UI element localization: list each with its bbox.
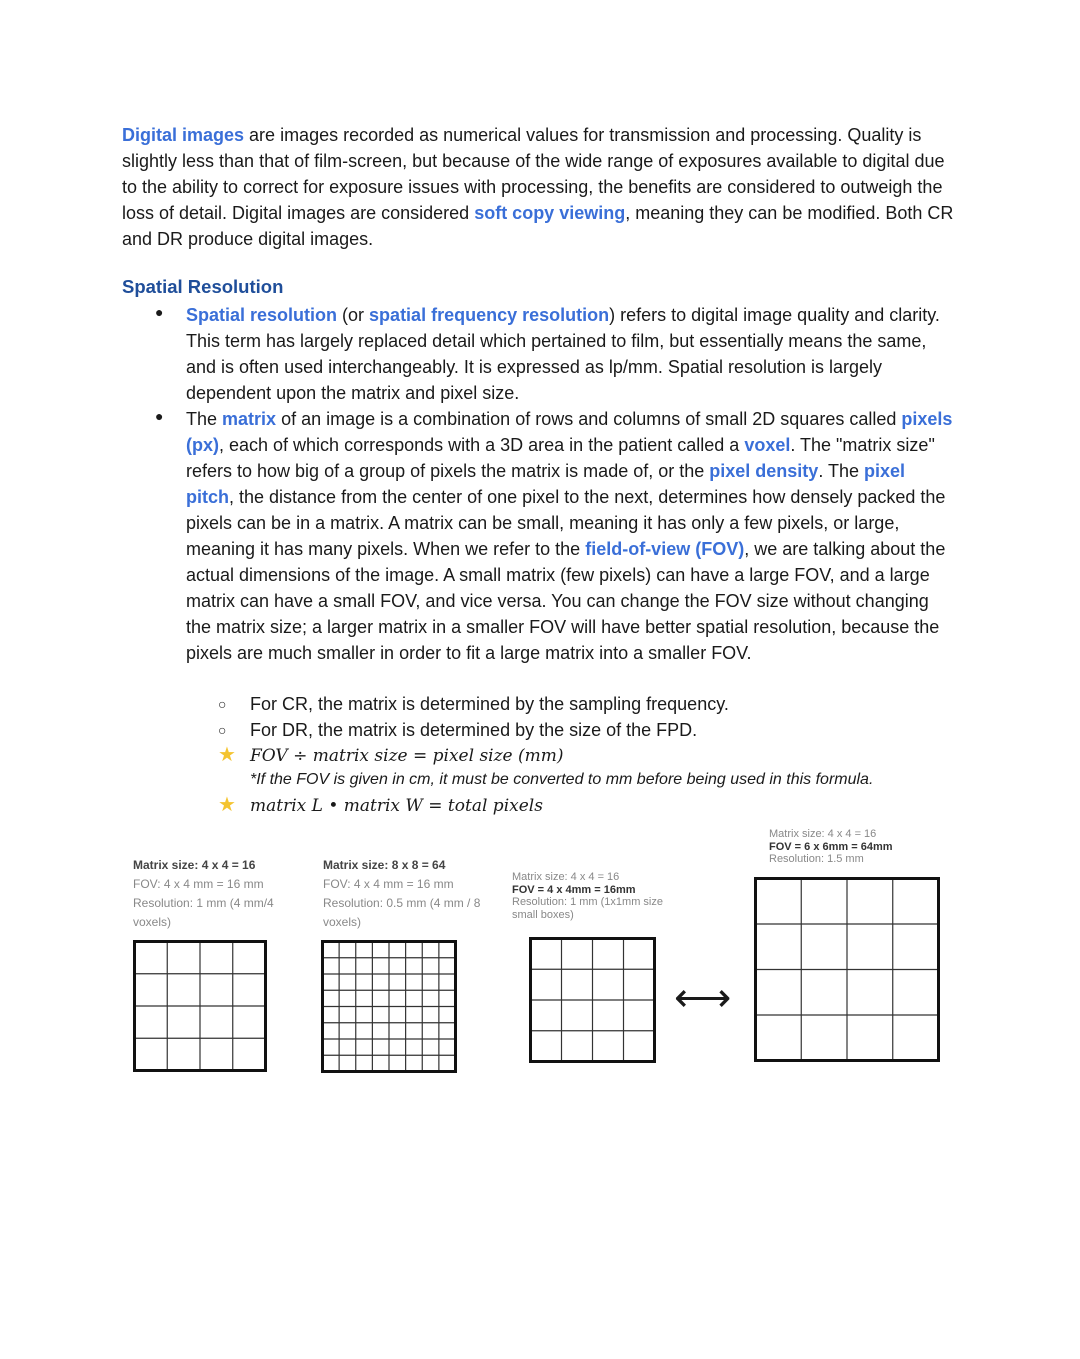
highlighted-term: Spatial resolution bbox=[186, 305, 338, 325]
section-heading: Spatial Resolution bbox=[122, 276, 284, 297]
diagram-caption: Matrix size: 4 x 4 = 16 FOV: 4 x 4 mm = 16 mm Resolution: 1 mm (4 mm/4 voxels) bbox=[133, 858, 274, 929]
highlighted-term: soft copy viewing bbox=[474, 203, 626, 223]
bullet-spatial-resolution bbox=[186, 302, 956, 406]
text-segment: , the distance from the center of one pixel to the next, determines how densely packed the pixels can be in a matrix. A matrix can be small, meaning it has only a few pixels, or large, meaning it has many pixels. When we refer to the bbox=[186, 487, 946, 559]
text-segment: . The "matrix size" refers to how big of a group of pixels the matrix is made of, or the bbox=[186, 435, 935, 481]
formula-total-pixels: matrix L • matrix W = total pixels bbox=[250, 796, 543, 816]
circle-bullet-icon: ○ bbox=[218, 696, 227, 712]
highlighted-term: voxel bbox=[744, 435, 791, 455]
highlighted-term: Digital images bbox=[122, 125, 245, 145]
formula-pixel-size: FOV ÷ matrix size = pixel size (mm) bbox=[250, 746, 564, 766]
text-segment: . The bbox=[818, 461, 865, 481]
text-segment: of an image is a combination of rows and columns of small 2D squares called bbox=[276, 409, 902, 429]
text-segment: The bbox=[186, 409, 223, 429]
diagram-caption: Matrix size: 4 x 4 = 16 FOV = 4 x 4mm = 16mm Resolution: 1 mm (1x1mm size small boxes) bbox=[512, 871, 663, 921]
sub-bullet-dr: For DR, the matrix is determined by the size of the FPD. bbox=[250, 720, 698, 740]
matrix-grid bbox=[529, 937, 656, 1063]
highlighted-term: pixel pitch bbox=[186, 461, 906, 507]
diagram-caption: Matrix size: 8 x 8 = 64 FOV: 4 x 4 mm = 16 mm Resolution: 0.5 mm (4 mm / 8 voxels) bbox=[323, 858, 481, 929]
highlighted-term: spatial frequency resolution bbox=[369, 305, 610, 325]
highlighted-term: matrix bbox=[222, 409, 277, 429]
text-segment: , each of which corresponds with a 3D area in the patient called a bbox=[219, 435, 745, 455]
formula-note: *If the FOV is given in cm, it must be converted to mm before being used in this formula. bbox=[250, 771, 874, 788]
sub-bullet-cr: For CR, the matrix is determined by the sampling frequency. bbox=[250, 694, 729, 714]
circle-bullet-icon: ○ bbox=[218, 722, 227, 738]
matrix-grid bbox=[133, 940, 267, 1072]
text-segment: ) refers to digital image quality and clarity. This term has largely replaced detail which pertained to film, but essentially means the same, and is often used interchangeably. It is expressed as lp/mm. Spatial resolution is largely dependent upon the matrix and pixel size. bbox=[186, 305, 940, 403]
highlighted-term: field-of-view (FOV) bbox=[585, 539, 745, 559]
intro-paragraph bbox=[122, 122, 962, 252]
diagram-caption: Matrix size: 4 x 4 = 16 FOV = 6 x 6mm = 64mm Resolution: 1.5 mm bbox=[769, 828, 893, 865]
highlighted-term: pixels (px) bbox=[186, 409, 953, 455]
star-icon: ★ bbox=[218, 744, 236, 766]
bullet-icon: ● bbox=[155, 304, 164, 320]
matrix-grid bbox=[754, 877, 940, 1062]
matrix-grid bbox=[321, 940, 457, 1073]
text-segment: , meaning they can be modified. Both CR and DR produce digital images. bbox=[122, 203, 954, 249]
text-segment: , we are talking about the actual dimensions of the image. A small matrix (few pixels) can have a large FOV, and a large matrix can have a small FOV, and vice versa. You can change the FOV size without changing the matrix size; a larger matrix in a smaller FOV will have better spatial resolution, because the pixels are much smaller in order to fit a large matrix into a smaller FOV. bbox=[186, 539, 946, 663]
star-icon: ★ bbox=[218, 794, 236, 816]
highlighted-term: pixel density bbox=[709, 461, 819, 481]
text-segment: are images recorded as numerical values for transmission and processing. Quality is slightly less than that of film-screen, but because of the wide range of exposures available to digital due to the ability to correct for exposure issues with processing, the benefits are considered to outweigh the loss of detail. Digital images are considered bbox=[122, 125, 945, 223]
bullet-matrix bbox=[186, 406, 956, 666]
bullet-icon: ● bbox=[155, 408, 164, 424]
double-arrow-icon: ⟷ bbox=[674, 976, 732, 1020]
text-segment: (or bbox=[337, 305, 370, 325]
